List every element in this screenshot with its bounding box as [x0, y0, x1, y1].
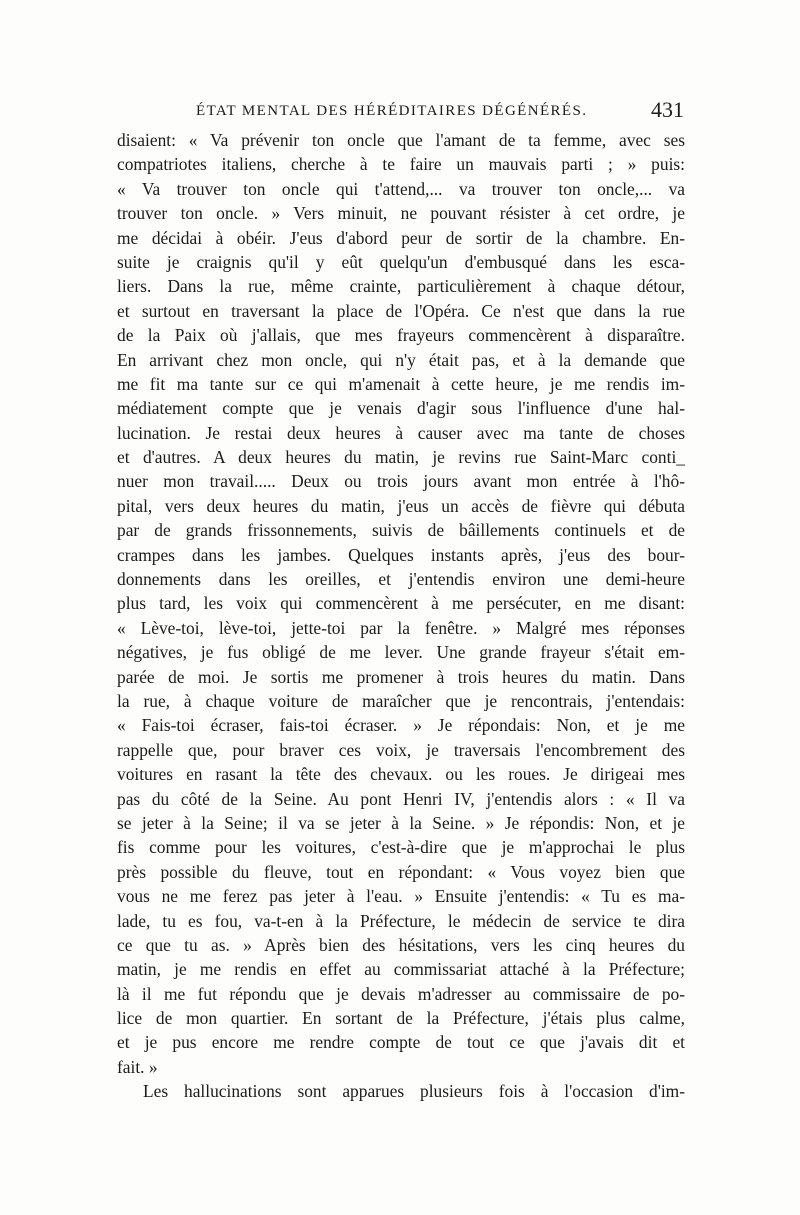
text-line: pital, vers deux heures du matin, j'eus un accès de fièvre qui débuta [117, 495, 685, 516]
text-line: trouver ton oncle. » Vers minuit, ne pouvant résister à cet ordre, je [117, 203, 685, 224]
text-line: pas du côté de la Seine. Au pont Henri IV, j'entendis alors : « Il va [117, 788, 685, 809]
text-line: par de grands frissonnements, suivis de bâillements continuels et de [117, 520, 685, 541]
text-line: ce que tu as. » Après bien des hésitations, vers les cinq heures du [117, 934, 685, 955]
text-line: médiatement compte que je venais d'agir sous l'influence d'une hal- [117, 398, 685, 419]
text-line: « Lève-toi, lève-toi, jette-toi par la fenêtre. » Malgré mes réponses [117, 617, 685, 638]
body-text [117, 128, 685, 1104]
text-line: fis comme pour les voitures, c'est-à-dire que je m'approchai le plus [117, 837, 685, 858]
running-head [118, 97, 684, 127]
text-line: matin, je me rendis en effet au commissariat attaché à la Préfecture; [117, 959, 685, 980]
text-line: « Va trouver ton oncle qui t'attend,... va trouver ton oncle,... va [117, 178, 685, 199]
text-line: lucination. Je restai deux heures à causer avec ma tante de choses [117, 422, 685, 443]
page-number: 431 [651, 97, 684, 122]
text-line: de la Paix où j'allais, que mes frayeurs commencèrent à disparaître. [117, 325, 685, 346]
text-line: là il me fut répondu que je devais m'adresser au commissaire de po- [117, 983, 685, 1004]
text-line: se jeter à la Seine; il va se jeter à la Seine. » Je répondis: Non, et je [117, 812, 685, 833]
paragraph-start-line: Les hallucinations sont apparues plusieurs fois à l'occasion d'im- [143, 1081, 685, 1102]
text-line: me décidai à obéir. J'eus d'abord peur de sortir de la chambre. En- [117, 227, 685, 248]
text-line: nuer mon travail..... Deux ou trois jours avant mon entrée à l'hô- [117, 471, 685, 492]
text-line: près possible du fleuve, tout en répondant: « Vous voyez bien que [117, 861, 685, 882]
text-line: lade, tu es fou, va-t-en à la Préfecture, le médecin de service te dira [117, 910, 685, 931]
text-line: vous ne me ferez pas jeter à l'eau. » Ensuite j'entendis: « Tu es ma- [117, 886, 685, 907]
text-line: parée de moi. Je sortis me promener à trois heures du matin. Dans [117, 666, 685, 687]
text-line: liers. Dans la rue, même crainte, particulièrement à chaque détour, [117, 276, 685, 297]
running-title: ÉTAT MENTAL DES HÉRÉDITAIRES DÉGÉNÉRÉS. [196, 103, 588, 119]
text-line: donnements dans les oreilles, et j'entendis environ une demi-heure [117, 569, 685, 590]
text-line: fait. » [117, 1056, 158, 1077]
text-line: « Fais-toi écraser, fais-toi écraser. » Je répondais: Non, et je me [117, 715, 685, 736]
text-line: négatives, je fus obligé de me lever. Une grande frayeur s'était em- [117, 642, 685, 663]
text-line: et surtout en traversant la place de l'Opéra. Ce n'est que dans la rue [117, 300, 685, 321]
text-line: voitures en rasant la tête des chevaux. ou les roues. Je dirigeai mes [117, 764, 685, 785]
text-line: et d'autres. A deux heures du matin, je revins rue Saint-Marc conti_ [117, 447, 685, 468]
text-line: crampes dans les jambes. Quelques instants après, j'eus des bour- [117, 544, 685, 565]
text-line: suite je craignis qu'il y eût quelqu'un d'embusqué dans les esca- [117, 251, 685, 272]
text-line: et je pus encore me rendre compte de tout ce que j'avais dit et [117, 1032, 685, 1053]
text-line: plus tard, les voix qui commencèrent à me persécuter, en me disant: [117, 593, 685, 614]
text-line: En arrivant chez mon oncle, qui n'y était pas, et à la demande que [117, 349, 685, 370]
text-line: rappelle que, pour braver ces voix, je traversais l'encombrement des [117, 739, 685, 760]
text-line: la rue, à chaque voiture de maraîcher que je rencontrais, j'entendais: [117, 690, 685, 711]
text-line: me fit ma tante sur ce qui m'amenait à cette heure, je me rendis im- [117, 373, 685, 394]
text-line: lice de mon quartier. En sortant de la Préfecture, j'étais plus calme, [117, 1008, 685, 1029]
text-line: disaient: « Va prévenir ton oncle que l'amant de ta femme, avec ses [117, 130, 685, 150]
text-line: compatriotes italiens, cherche à te faire un mauvais parti ; » puis: [117, 154, 685, 175]
